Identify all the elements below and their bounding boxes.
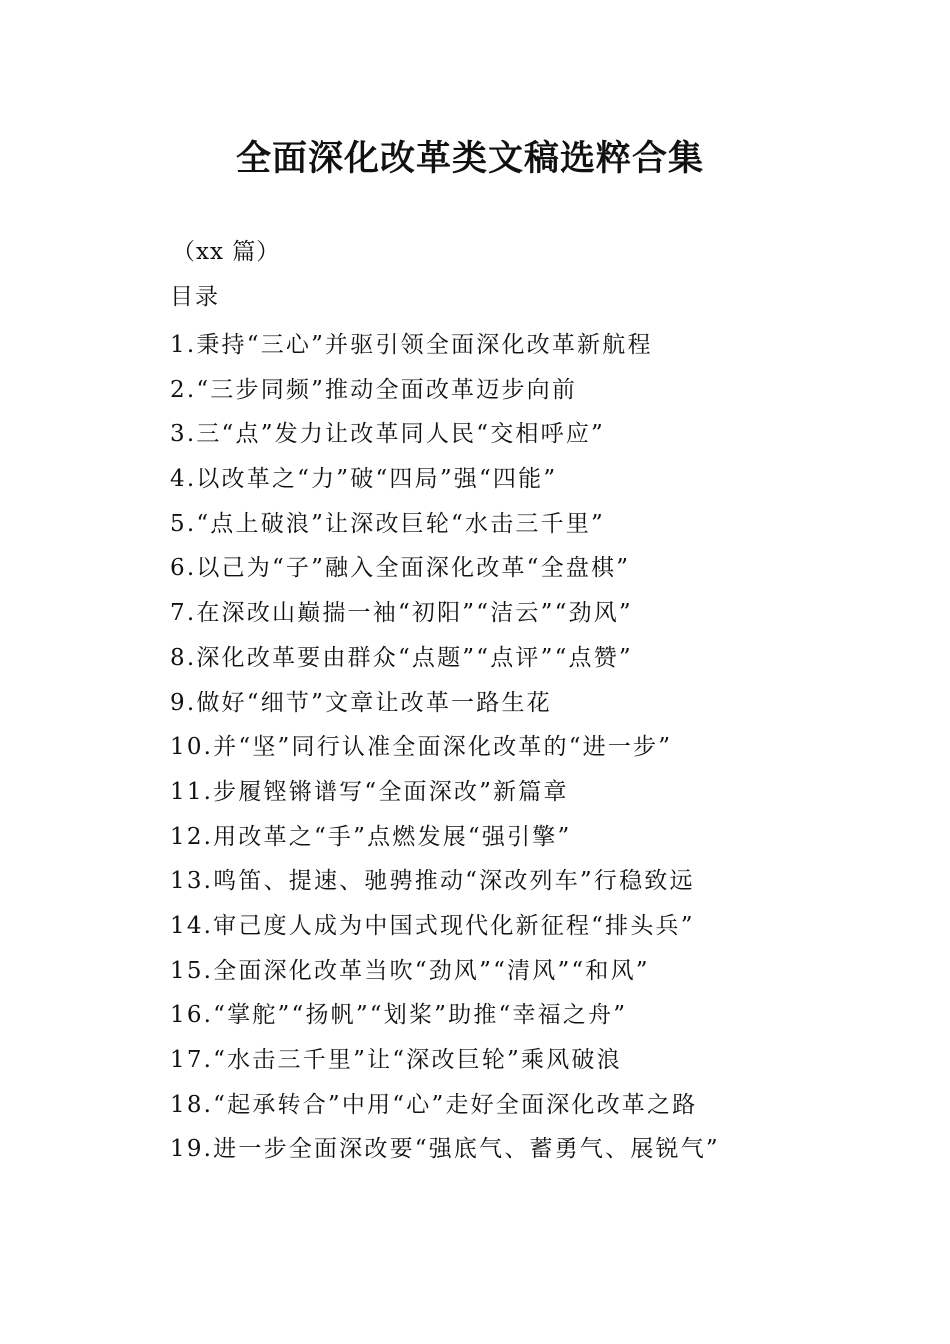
toc-item: 2.“三步同频”推动全面改革迈步向前: [170, 376, 578, 403]
toc-item: 14.审己度人成为中国式现代化新征程“排头兵”: [170, 912, 695, 939]
toc-item: 4.以改革之“力”破“四局”强“四能”: [170, 466, 558, 493]
toc-heading: 目录: [170, 284, 220, 310]
toc-item: 10.并“坚”同行认准全面深化改革的“进一步”: [170, 734, 673, 761]
toc-item: 16.“掌舵”“扬帆”“划桨”助推“幸福之舟”: [170, 1002, 628, 1029]
toc-item: 3.三“点”发力让改革同人民“交相呼应”: [170, 421, 605, 448]
toc-item: 17.“水击三千里”让“深改巨轮”乘风破浪: [170, 1047, 622, 1073]
document-title: 全面深化改革类文稿选粹合集: [235, 138, 704, 179]
toc-item: 13.鸣笛、提速、驰骋推动“深改列车”行稳致远: [170, 868, 695, 895]
toc-item: 8.深化改革要由群众“点题”“点评”“点赞”: [170, 644, 633, 671]
toc-item: 15.全面深化改革当吹“劲风”“清风”“和风”: [170, 957, 650, 984]
toc-item: 5.“点上破浪”让深改巨轮“水击三千里”: [170, 510, 605, 537]
toc-item: 9.做好“细节”文章让改革一路生花: [170, 689, 552, 716]
toc-item: 6.以己为“子”融入全面深化改革“全盘棋”: [170, 555, 631, 582]
toc-item: 11.步履铿锵谱写“全面深改”新篇章: [170, 778, 569, 805]
toc-item: 1.秉持“三心”并驱引领全面深化改革新航程: [170, 332, 653, 358]
toc-item: 12.用改革之“手”点燃发展“强引擎”: [170, 823, 572, 850]
toc-item: 19.进一步全面深改要“强底气、蓄勇气、展锐气”: [170, 1136, 720, 1163]
toc-list: [170, 323, 720, 1172]
document-subtitle: （xx 篇）: [172, 239, 281, 265]
toc-item: 18.“起承转合”中用“心”走好全面深化改革之路: [170, 1091, 698, 1118]
toc-item: 7.在深改山巅揣一袖“初阳”“洁云”“劲风”: [170, 600, 633, 627]
